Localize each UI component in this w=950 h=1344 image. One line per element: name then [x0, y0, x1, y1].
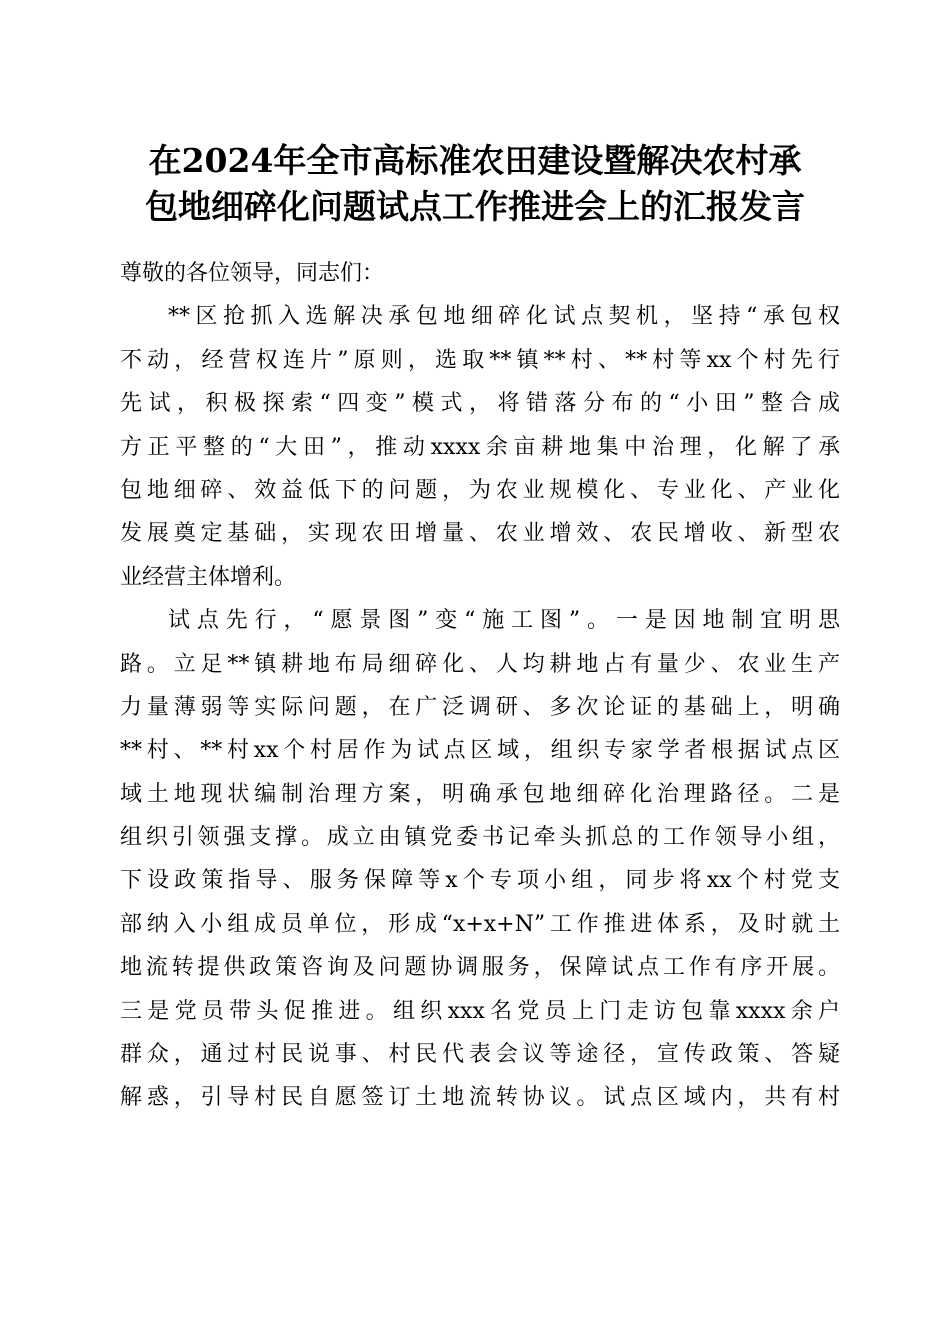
paragraph-line: 先试，积极探索“四变”模式，将错落分布的“小田”整合成 [120, 391, 840, 417]
salutation: 尊敬的各位领导，同志们： [120, 261, 385, 286]
paragraph-line: 路。立足**镇耕地布局细碎化、人均耕地占有量少、农业生产 [120, 651, 840, 677]
paragraph-line: 解惑，引导村民自愿签订土地流转协议。试点区域内，共有村 [120, 1085, 840, 1111]
title-line-2: 包地细碎化问题试点工作推进会上的汇报发言 [145, 187, 805, 226]
paragraph-line: 试点先行，“愿景图”变“施工图”。一是因地制宜明思 [168, 608, 840, 634]
paragraph-line: 地流转提供政策咨询及问题协调服务，保障试点工作有序开展。 [120, 955, 840, 981]
paragraph-line: 群众，通过村民说事、村民代表会议等途径，宣传政策、答疑 [120, 1042, 840, 1068]
document-body [120, 252, 840, 1120]
paragraph-1 [120, 295, 840, 599]
title-line-1: 在2024年全市高标准农田建设暨解决农村承 [148, 141, 802, 180]
paragraph-line: 部纳入小组成员单位，形成“x+x+N”工作推进体系，及时就土 [120, 911, 840, 937]
paragraph-line: **村、**村xx个村居作为试点区域，组织专家学者根据试点区 [120, 738, 840, 764]
paragraph-2 [120, 599, 840, 1120]
paragraph-line: 力量薄弱等实际问题，在广泛调研、多次论证的基础上，明确 [120, 694, 840, 720]
paragraph-line: **区抢抓入选解决承包地细碎化试点契机，坚持“承包权 [168, 304, 840, 330]
paragraph-line: 业经营主体增利。 [120, 564, 297, 590]
paragraph-line: 域土地现状编制治理方案，明确承包地细碎化治理路径。二是 [120, 781, 840, 807]
paragraph-line: 包地细碎、效益低下的问题，为农业规模化、专业化、产业化 [120, 477, 840, 503]
paragraph-line: 下设政策指导、服务保障等x个专项小组，同步将xx个村党支 [120, 868, 840, 894]
paragraph-line: 三是党员带头促推进。组织xxx名党员上门走访包靠xxxx余户 [120, 998, 840, 1024]
paragraph-line: 不动，经营权连片”原则，选取**镇**村、**村等xx个村先行 [120, 347, 840, 373]
paragraph-line: 方正平整的“大田”，推动xxxx余亩耕地集中治理，化解了承 [120, 434, 840, 460]
paragraph-line: 组织引领强支撑。成立由镇党委书记牵头抓总的工作领导小组， [120, 825, 840, 851]
document-title [100, 138, 850, 230]
paragraph-line: 发展奠定基础，实现农田增量、农业增效、农民增收、新型农 [120, 521, 840, 547]
